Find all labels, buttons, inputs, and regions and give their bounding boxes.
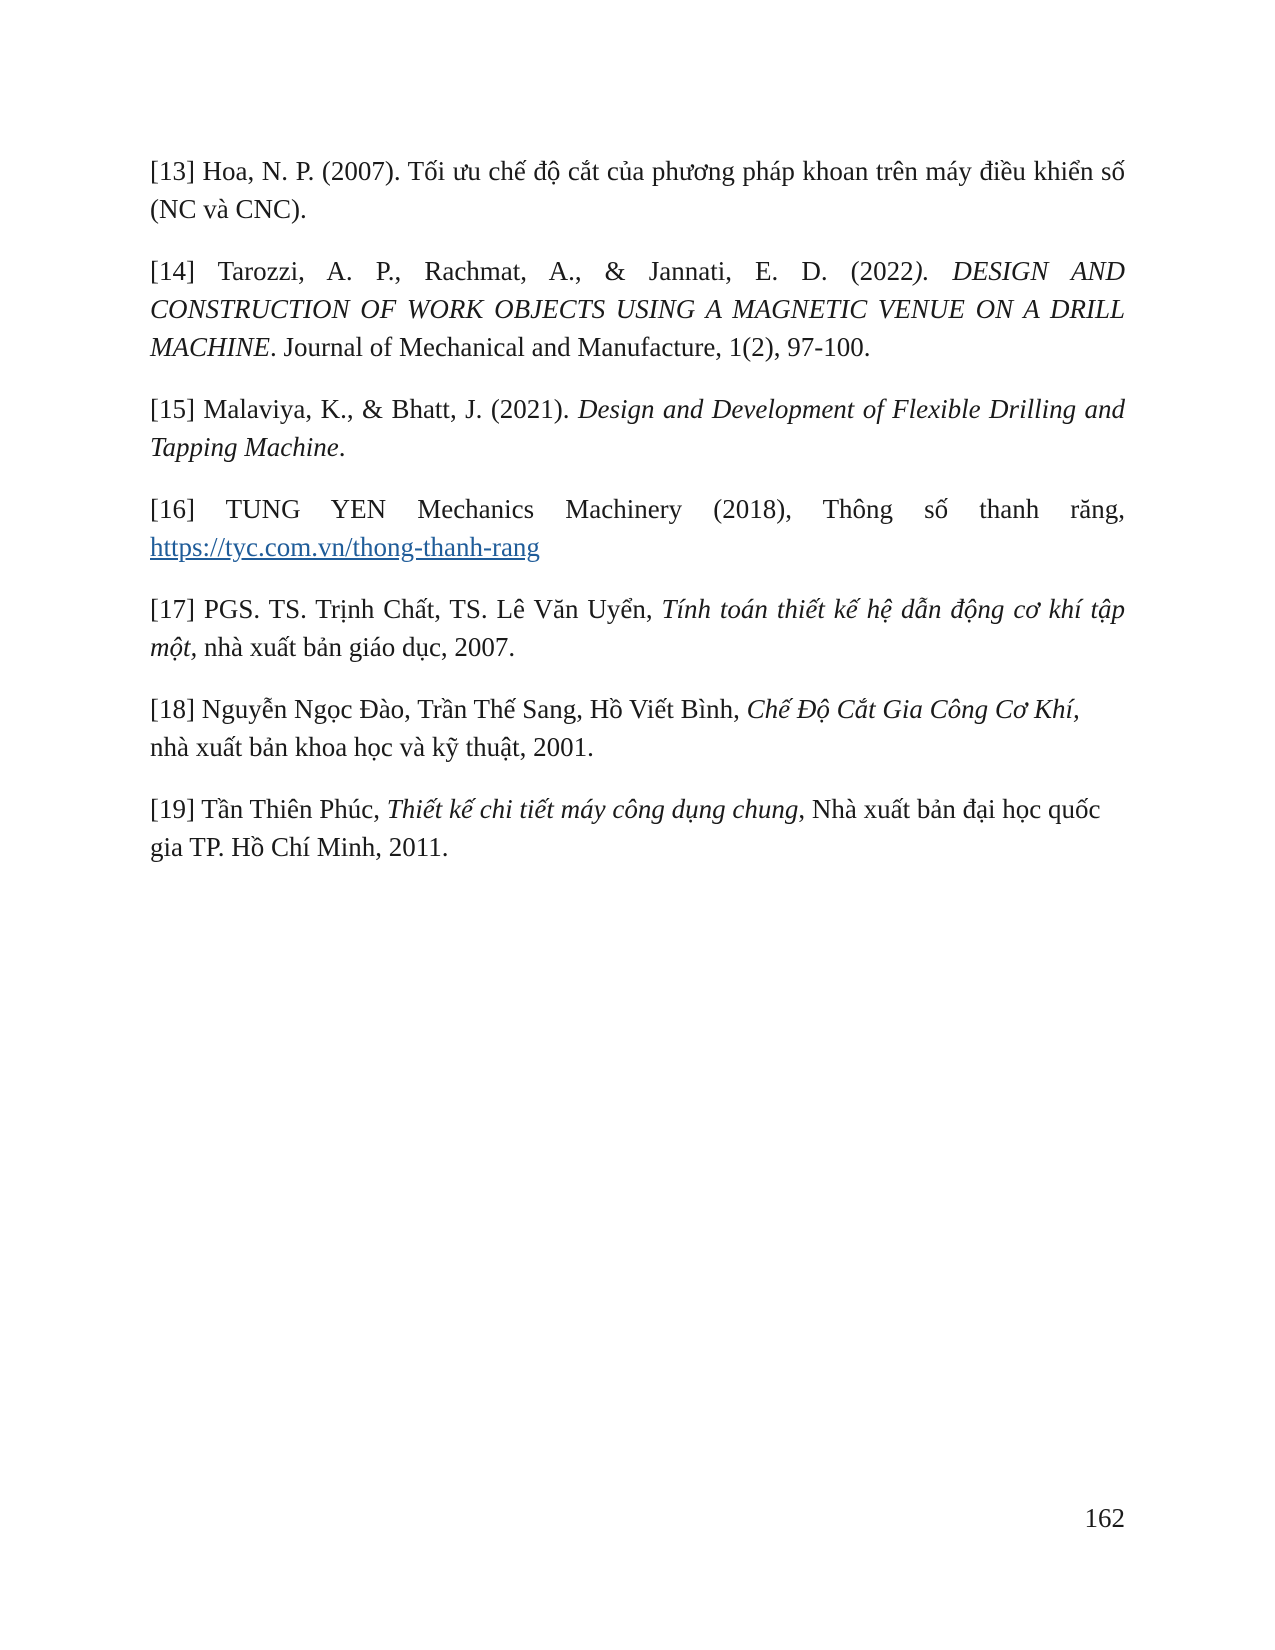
reference-title: ). DESIGN AND CONSTRUCTION OF WORK OBJECTS USING A MAGNETIC VENUE ON A DRILL MACHINE — [150, 256, 1125, 362]
reference-source: nhà xuất bản giáo dục, 2007. — [197, 632, 516, 662]
reference-15 — [150, 390, 1125, 466]
reference-id: [17] — [150, 594, 195, 624]
reference-text: Nguyễn Ngọc Đào, Trần Thế Sang, Hồ Viết Bình, — [201, 694, 747, 724]
reference-16 — [150, 490, 1125, 566]
reference-link[interactable]: https://tyc.com.vn/thong-thanh-rang — [150, 532, 540, 562]
reference-19 — [150, 790, 1125, 866]
reference-text: Hoa, N. P. (2007). Tối ưu chế độ cắt của phương pháp khoan trên máy điều khiển số (NC và CNC). — [150, 156, 1126, 224]
reference-title: Chế Độ Cắt Gia Công Cơ Khí, — [746, 694, 1080, 724]
page-number: 162 — [1084, 1503, 1125, 1533]
reference-14 — [150, 252, 1125, 366]
reference-text: Tarozzi, A. P., Rachmat, A., & Jannati, E. D. (2022 — [217, 256, 914, 286]
reference-title: Thiết kế chi tiết máy công dụng chung — [386, 794, 799, 824]
reference-18 — [150, 690, 1125, 766]
reference-id: [15] — [150, 394, 195, 424]
reference-id: [18] — [150, 694, 195, 724]
reference-source: , Nhà xuất bản đại học quốc gia TP. Hồ Chí Minh, 2011. — [150, 794, 1101, 862]
reference-id: [19] — [150, 794, 195, 824]
reference-13 — [150, 152, 1125, 228]
reference-id: [13] — [150, 156, 195, 186]
reference-id: [14] — [150, 256, 195, 286]
reference-id: [16] — [150, 494, 195, 524]
reference-source: . — [338, 432, 346, 462]
reference-text: TUNG YEN Mechanics Machinery (2018), Thông số thanh răng, — [225, 494, 1125, 524]
reference-text: Tần Thiên Phúc, — [201, 794, 387, 824]
reference-text: PGS. TS. Trịnh Chất, TS. Lê Văn Uyển, — [203, 594, 662, 624]
reference-title: Design and Development of Flexible Drilling and Tapping Machine — [150, 394, 1126, 462]
reference-list — [150, 152, 1125, 890]
reference-source: nhà xuất bản khoa học và kỹ thuật, 2001. — [150, 732, 594, 762]
reference-source: . Journal of Mechanical and Manufacture, 1(2), 97-100. — [269, 332, 871, 362]
reference-title: Tính toán thiết kế hệ dẫn động cơ khí tập một, — [150, 594, 1126, 662]
reference-text: Malaviya, K., & Bhatt, J. (2021). — [203, 394, 578, 424]
reference-17 — [150, 590, 1125, 666]
